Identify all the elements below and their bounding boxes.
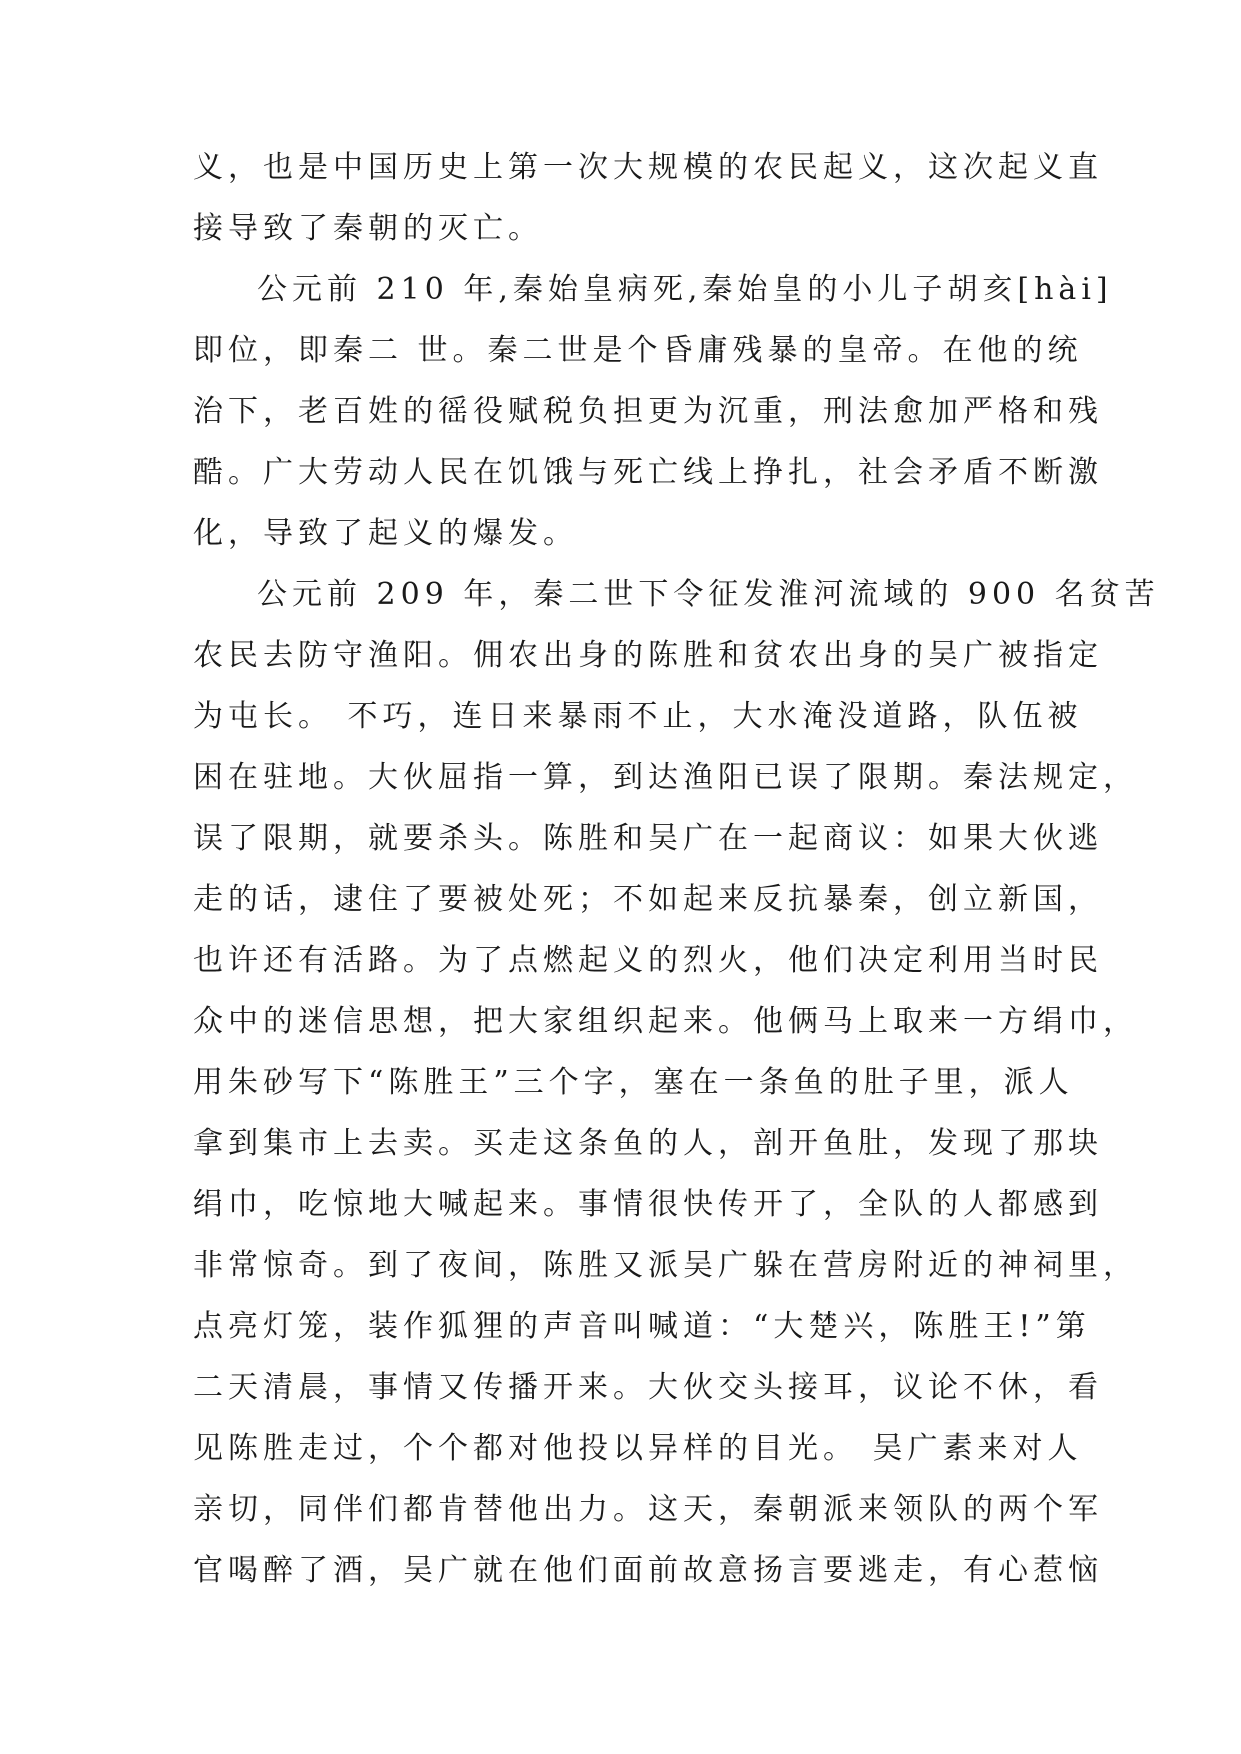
- text-line: 为屯长。 不巧，连日来暴雨不止，大水淹没道路，队伍被: [193, 699, 1083, 734]
- text-line: 酷。广大劳动人民在饥饿与死亡线上挣扎，社会矛盾不断激: [193, 455, 1103, 490]
- text-line: 官喝醉了酒，吴广就在他们面前故意扬言要逃走，有心惹恼: [193, 1553, 1103, 1588]
- text-line: 也许还有活路。为了点燃起义的烈火，他们决定利用当时民: [193, 943, 1103, 978]
- text-line: 化，导致了起义的爆发。: [193, 516, 578, 551]
- text-line: 拿到集市上去卖。买走这条鱼的人，剖开鱼肚，发现了那块: [193, 1126, 1103, 1161]
- text-line: 点亮灯笼，装作狐狸的声音叫喊道：“大楚兴，陈胜王!”第: [193, 1309, 1091, 1344]
- text-line: 用朱砂写下“陈胜王”三个字，塞在一条鱼的肚子里，派人: [193, 1065, 1074, 1100]
- text-line: 公元前 209 年，秦二世下令征发淮河流域的 900 名贫苦: [257, 577, 1160, 612]
- text-line: 公元前 210 年,秦始皇病死,秦始皇的小儿子胡亥[hài]: [257, 272, 1113, 307]
- text-line: 误了限期，就要杀头。陈胜和吴广在一起商议：如果大伙逃: [193, 821, 1103, 856]
- text-line: 接导致了秦朝的灭亡。: [193, 211, 543, 246]
- text-line: 农民去防守渔阳。佣农出身的陈胜和贫农出身的吴广被指定: [193, 638, 1103, 673]
- text-line: 二天清晨，事情又传播开来。大伙交头接耳，议论不休，看: [193, 1370, 1103, 1405]
- text-line: 绢巾，吃惊地大喊起来。事情很快传开了，全队的人都感到: [193, 1187, 1103, 1222]
- text-line: 治下，老百姓的徭役赋税负担更为沉重，刑法愈加严格和残: [193, 394, 1103, 429]
- text-line: 困在驻地。大伙屈指一算，到达渔阳已误了限期。秦法规定，: [193, 760, 1138, 795]
- text-line: 众中的迷信思想，把大家组织起来。他俩马上取来一方绢巾，: [193, 1004, 1138, 1039]
- text-line: 即位，即秦二 世。秦二世是个昏庸残暴的皇帝。在他的统: [193, 333, 1083, 368]
- text-line: 见陈胜走过，个个都对他投以异样的目光。 吴广素来对人: [193, 1431, 1083, 1466]
- text-line: 非常惊奇。到了夜间，陈胜又派吴广躲在营房附近的神祠里，: [193, 1248, 1138, 1283]
- document-page: [193, 137, 1160, 1601]
- text-line: 亲切，同伴们都肯替他出力。这天，秦朝派来领队的两个军: [193, 1492, 1103, 1527]
- text-line: 走的话，逮住了要被处死；不如起来反抗暴秦，创立新国，: [193, 882, 1103, 917]
- text-line: 义，也是中国历史上第一次大规模的农民起义，这次起义直: [193, 150, 1103, 185]
